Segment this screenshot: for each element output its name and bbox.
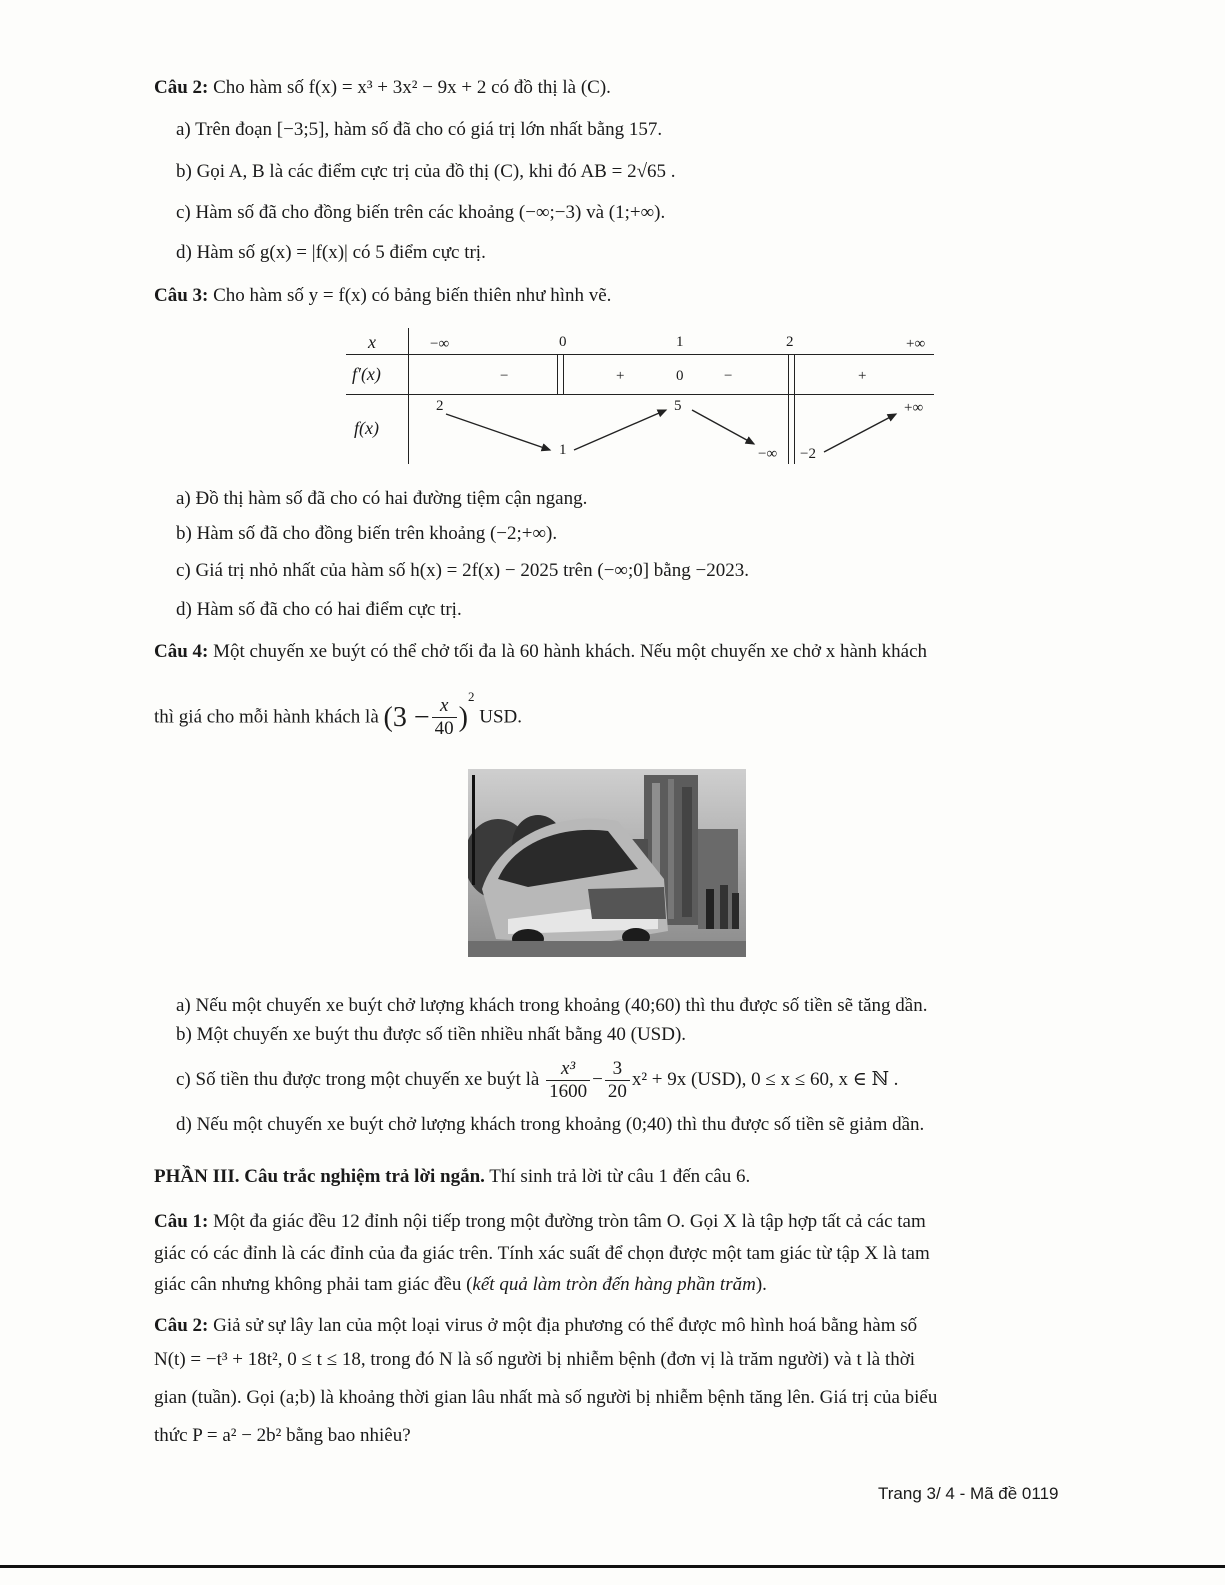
vt-sign: − [500,368,509,384]
q4-price-suffix: USD. [479,706,522,728]
q4-c-num2: 3 [605,1058,630,1081]
q2-a: a) Trên đoạn [−3;5], hàm số đã cho có giá trị lớn nhất bằng 157. [176,119,663,140]
q4-price-den: 40 [434,718,454,740]
vt-row-fprime-label: f′(x) [352,364,381,384]
vt-f-value: 1 [559,442,567,458]
vt-sign: − [724,368,733,384]
p3q2-line-4: thức P = a² − 2b² bằng bao nhiêu? [154,1425,411,1446]
q4-c-minus: − [592,1069,603,1090]
vt-x-value: 2 [786,334,794,350]
q4-b: b) Một chuyến xe buýt thu được số tiền nhiều nhất bằng 40 (USD). [176,1024,687,1045]
part3-heading [154,1165,750,1189]
q3-head: Câu 3: [154,285,209,306]
q4-c-fraction-2 [605,1058,630,1103]
q4-c-den2: 20 [607,1081,627,1103]
q2-head: Câu 2: [154,77,209,98]
p3q1-l1: Một đa giác đều 12 đỉnh nội tiếp trong một đường tròn tâm O. Gọi X là tập hợp tất cả các tam [208,1211,926,1232]
vt-f-value: 2 [436,398,444,414]
q3-c: c) Giá trị nhỏ nhất của hàm số h(x) = 2f(x) − 2025 trên (−∞;0] bằng −2023. [176,560,749,581]
arrow-down-2 [692,410,754,444]
p3q1-l3b: kết quả làm tròn đến hàng phần trăm [472,1274,756,1295]
p3q1-head: Câu 1: [154,1211,209,1232]
q4-c-den1: 1600 [549,1081,588,1103]
part3-instr: Thí sinh trả lời từ câu 1 đến câu 6. [484,1166,751,1187]
q2-c: c) Hàm số đã cho đồng biến trên các khoảng (−∞;−3) và (1;+∞). [176,202,666,223]
q4-a: a) Nếu một chuyến xe buýt chở lượng khách trong khoảng (40;60) thì thu được số tiền sẽ tăng dần. [176,995,928,1016]
q3-a: a) Đồ thị hàm số đã cho có hai đường tiệm cận ngang. [176,488,588,509]
vt-sign: + [616,368,625,384]
q4-price-num: x [432,695,457,718]
p3q1-line-1 [154,1210,926,1234]
p3q2-line-2: N(t) = −t³ + 18t², 0 ≤ t ≤ 18, trong đó N là số người bị nhiễm bệnh (đơn vị là trăm người) và t là thời [154,1349,916,1370]
bottom-rule [0,1565,1225,1568]
p3q2-line-3: gian (tuần). Gọi (a;b) là khoảng thời gian lâu nhất mà số người bị nhiễm bệnh tăng lên. Giá trị của biểu [154,1387,938,1408]
p3q1-line-2: giác có các đỉnh là các đỉnh của đa giác trên. Tính xác suất để chọn được một tam giác từ tập X là tam [154,1243,930,1264]
p3q2-head: Câu 2: [154,1315,209,1336]
q4-d: d) Nếu một chuyến xe buýt chở lượng khách trong khoảng (0;40) thì thu được số tiền sẽ giảm dần. [176,1114,925,1135]
q4-c-line [176,1058,898,1103]
q4-stem: Một chuyến xe buýt có thể chở tối đa là 60 hành khách. Nếu một chuyến xe chở x hành khách [208,641,928,662]
vt-sign: + [858,368,867,384]
q3-stem: Cho hàm số y = f(x) có bảng biến thiên như hình vẽ. [208,285,612,306]
q4-price-close: ) [458,701,468,733]
q4-head: Câu 4: [154,641,209,662]
q4-c-num1: x³ [546,1058,590,1081]
vt-f-value: −∞ [758,446,778,462]
vt-x-value: 1 [676,334,684,350]
q3-d: d) Hàm số đã cho có hai điểm cực trị. [176,599,462,620]
variation-table [346,328,934,464]
arrow-up-2 [824,414,896,452]
vt-x-value: −∞ [430,336,450,352]
q4-c-prefix: c) Số tiền thu được trong một chuyến xe buýt là [176,1069,540,1090]
q4-c-suffix: x² + 9x (USD), 0 ≤ x ≤ 60, x ∈ ℕ . [631,1069,899,1090]
q4-price-exp: 2 [467,689,475,704]
q2-stem-line [154,76,611,100]
q4-price-prefix: thì giá cho mỗi hành khách là [154,706,379,728]
p3q1-l3a: giác cân nhưng không phải tam giác đều ( [154,1274,473,1295]
q3-stem-line [154,284,611,308]
q4-c-fraction-1 [546,1058,590,1103]
q2-stem: Cho hàm số f(x) = x³ + 3x² − 9x + 2 có đồ thị là (C). [208,77,611,98]
q4-price-open: (3 − [383,701,430,733]
vt-f-value: −2 [800,446,816,462]
p3q2-line-1 [154,1314,917,1338]
arrow-down-1 [446,414,550,450]
vt-x-value: 0 [559,334,567,350]
part3-title: PHẦN III. Câu trắc nghiệm trả lời ngắn. [154,1166,485,1187]
vt-row-x-label: x [368,332,376,352]
p3q1-line-3 [154,1273,767,1297]
q4-price-fraction [432,695,457,740]
vt-f-value: 5 [674,398,682,414]
q2-b: b) Gọi A, B là các điểm cực trị của đồ thị (C), khi đó AB = 2√65 . [176,161,676,182]
q3-b: b) Hàm số đã cho đồng biến trên khoảng (−2;+∞). [176,523,558,544]
vt-sign: 0 [676,368,684,384]
page-footer: Trang 3/ 4 - Mã đề 0119 [878,1484,1059,1503]
p3q1-l3c: ). [755,1274,767,1295]
vt-x-value: +∞ [906,336,926,352]
bus-photo [468,769,746,957]
q4-stem-line [154,640,927,664]
q4-price-line [154,686,522,743]
vt-f-value: +∞ [904,400,924,416]
p3q2-l1: Giả sử sự lây lan của một loại virus ở một địa phương có thể được mô hình hoá bằng hàm số [208,1315,918,1336]
vt-arrows [346,328,934,464]
vt-row-f-label: f(x) [354,418,379,438]
arrow-up-1 [574,410,666,450]
q2-d: d) Hàm số g(x) = |f(x)| có 5 điểm cực trị. [176,242,486,263]
